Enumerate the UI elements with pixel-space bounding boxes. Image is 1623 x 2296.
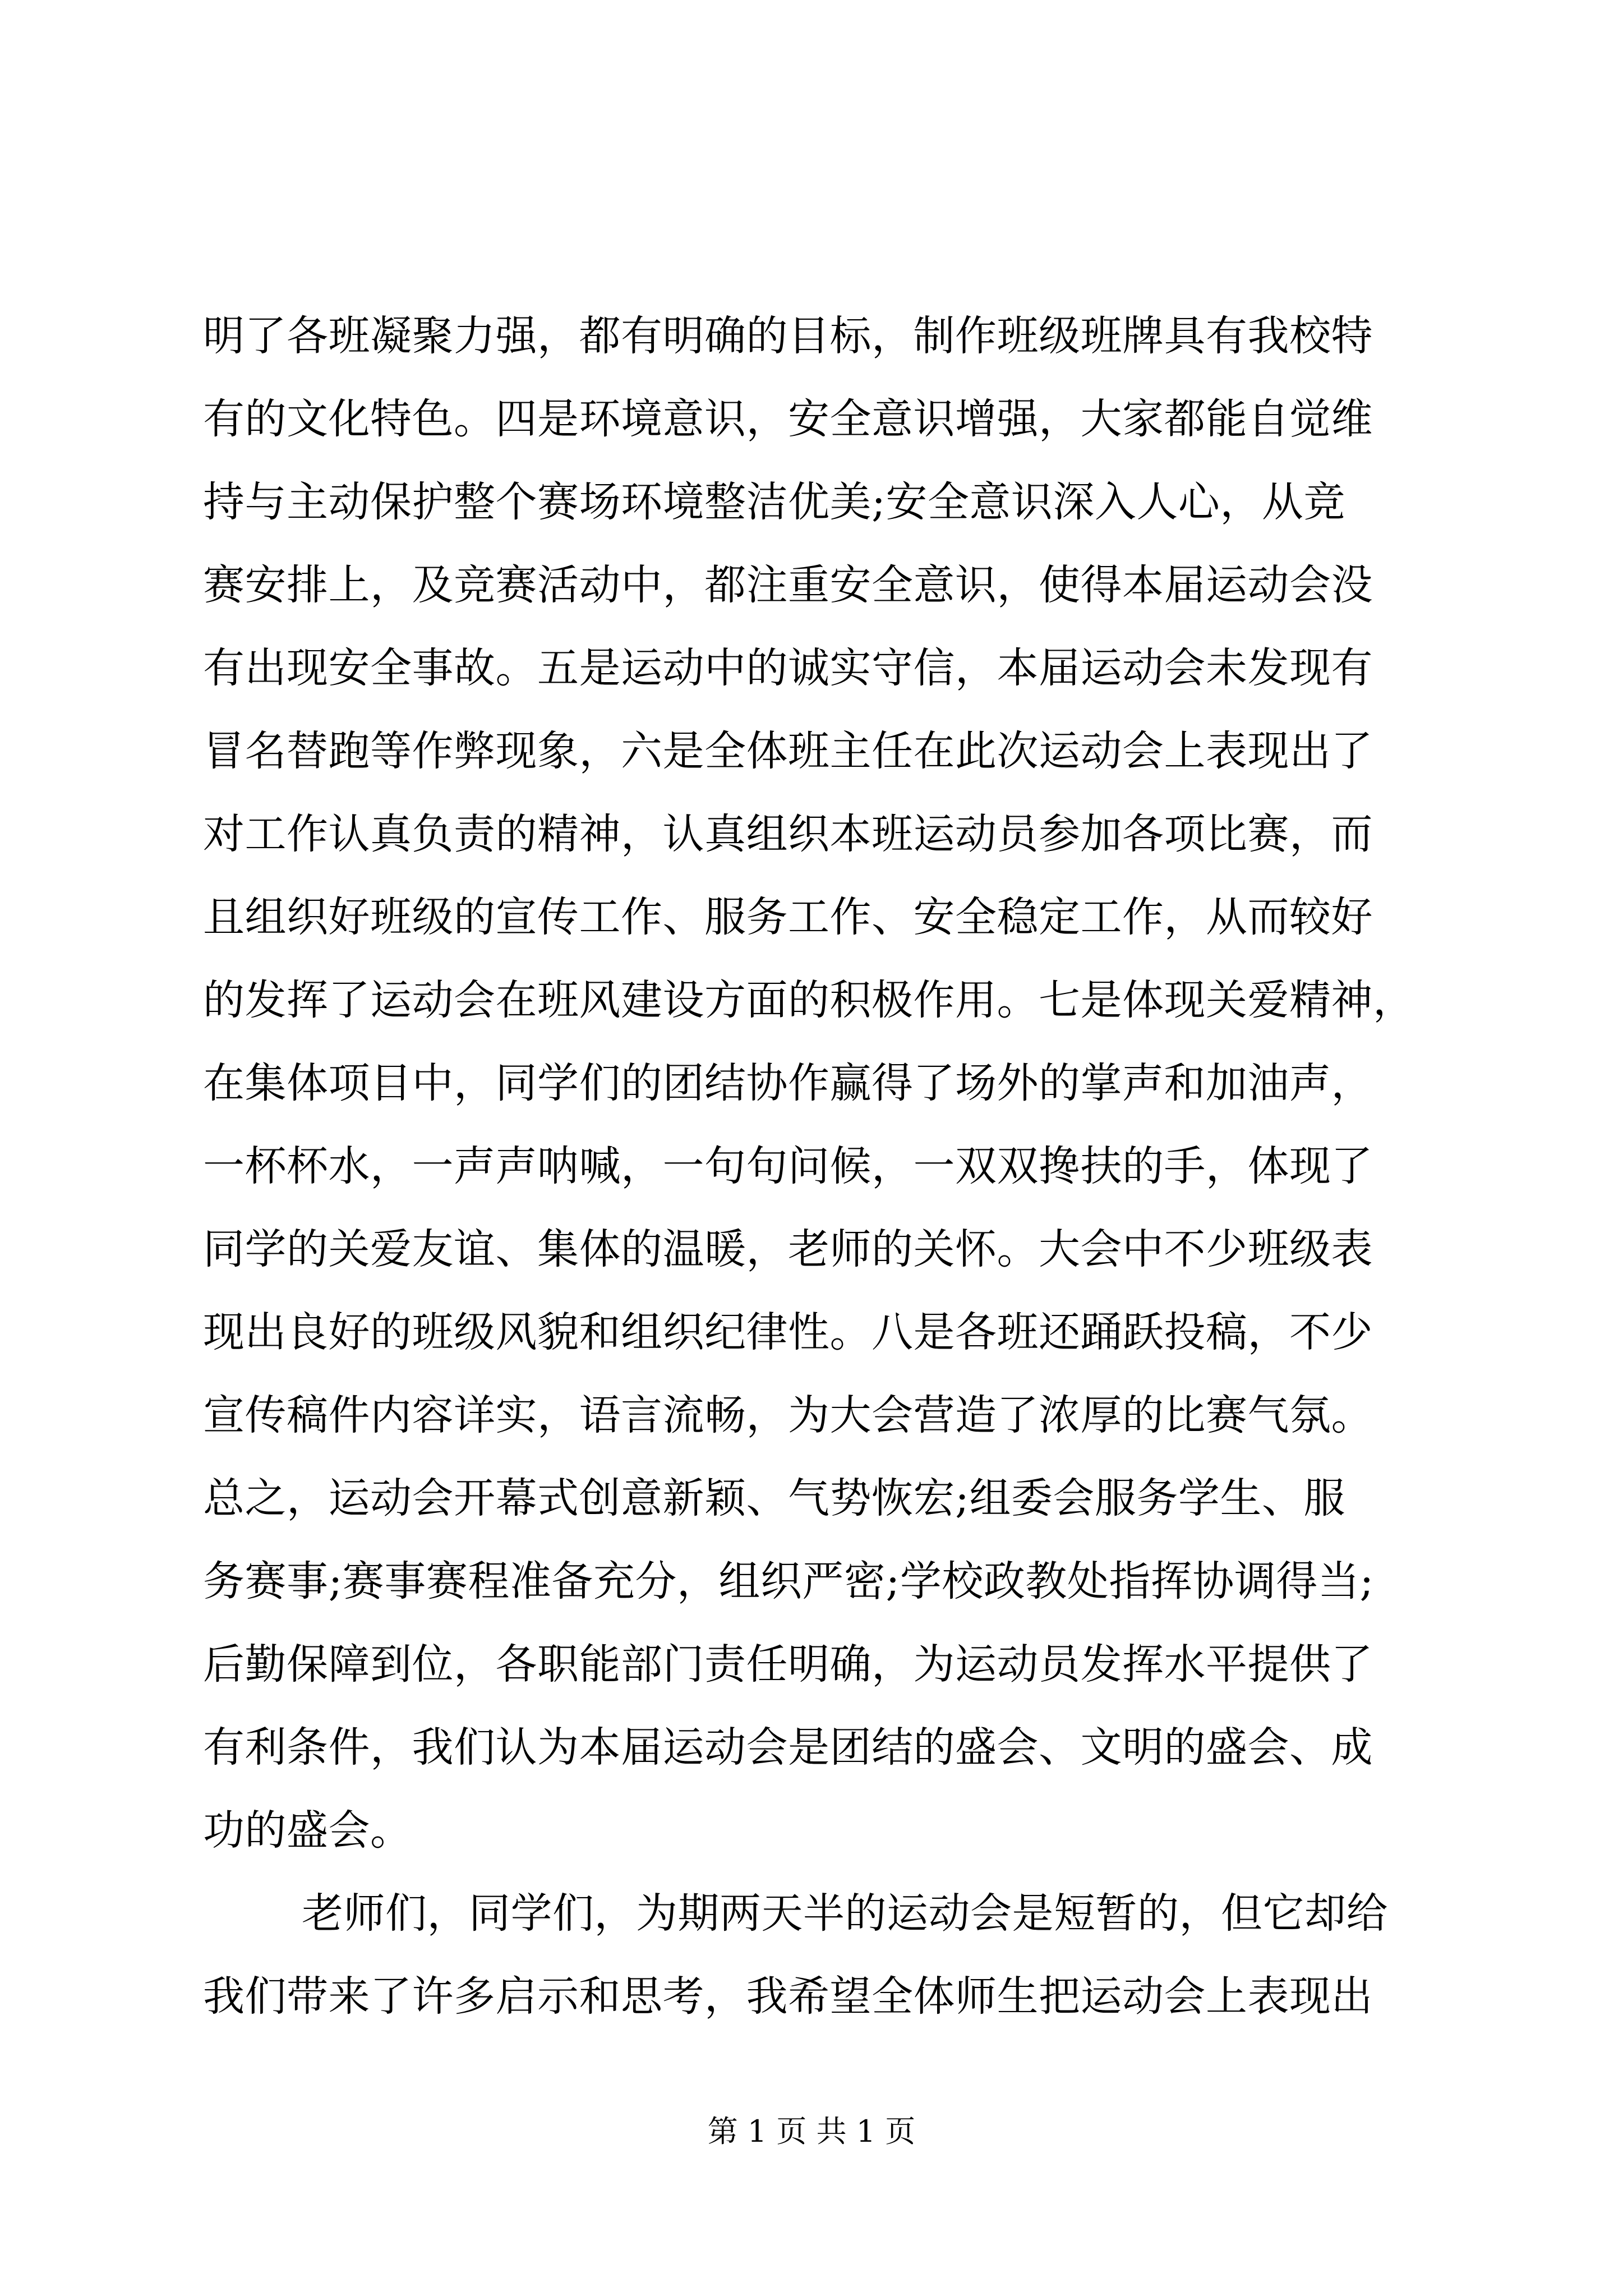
text-line: 在集体项目中，同学们的团结协作赢得了场外的掌声和加油声， [203, 1059, 1373, 1107]
document-body [203, 295, 1431, 2038]
text-line: 且组织好班级的宣传工作、服务工作、安全稳定工作，从而较好 [203, 893, 1373, 941]
text-line: 宣传稿件内容详实，语言流畅，为大会营造了浓厚的比赛气氛。 [203, 1391, 1373, 1439]
text-line: 赛安排上，及竞赛活动中，都注重安全意识，使得本届运动会没 [203, 561, 1373, 609]
text-line: 一杯杯水，一声声呐喊，一句句问候，一双双搀扶的手，体现了 [203, 1142, 1373, 1190]
page-number-footer: 第 1 页 共 1 页 [707, 2114, 916, 2149]
text-line: 务赛事;赛事赛程准备充分，组织严密;学校政教处指挥协调得当; [203, 1557, 1374, 1605]
text-line: 我们带来了许多启示和思考，我希望全体师生把运动会上表现出 [203, 1972, 1373, 2021]
text-line: 明了各班凝聚力强，都有明确的目标，制作班级班牌具有我校特 [203, 312, 1373, 360]
text-line: 对工作认真负责的精神，认真组织本班运动员参加各项比赛，而 [203, 810, 1373, 858]
paragraph-start-line: 老师们，同学们，为期两天半的运动会是短暂的，但它却给 [302, 1889, 1388, 1938]
text-line: 同学的关爱友谊、集体的温暖，老师的关怀。大会中不少班级表 [203, 1225, 1373, 1273]
text-line: 总之，运动会开幕式创意新颖、气势恢宏;组委会服务学生、服 [203, 1474, 1345, 1522]
text-line: 有出现安全事故。五是运动中的诚实守信，本届运动会未发现有 [203, 644, 1373, 692]
text-line: 持与主动保护整个赛场环境整洁优美;安全意识深入人心，从竞 [203, 478, 1345, 526]
text-line: 有利条件，我们认为本届运动会是团结的盛会、文明的盛会、成 [203, 1723, 1373, 1772]
text-line: 功的盛会。 [203, 1806, 412, 1855]
text-line: 的发挥了运动会在班风建设方面的积极作用。七是体现关爱精神， [203, 976, 1415, 1024]
text-line: 后勤保障到位，各职能部门责任明确，为运动员发挥水平提供了 [203, 1640, 1373, 1688]
text-line: 有的文化特色。四是环境意识，安全意识增强，大家都能自觉维 [203, 395, 1373, 443]
text-line: 冒名替跑等作弊现象，六是全体班主任在此次运动会上表现出了 [203, 727, 1373, 775]
text-line: 现出良好的班级风貌和组织纪律性。八是各班还踊跃投稿，不少 [203, 1308, 1373, 1356]
